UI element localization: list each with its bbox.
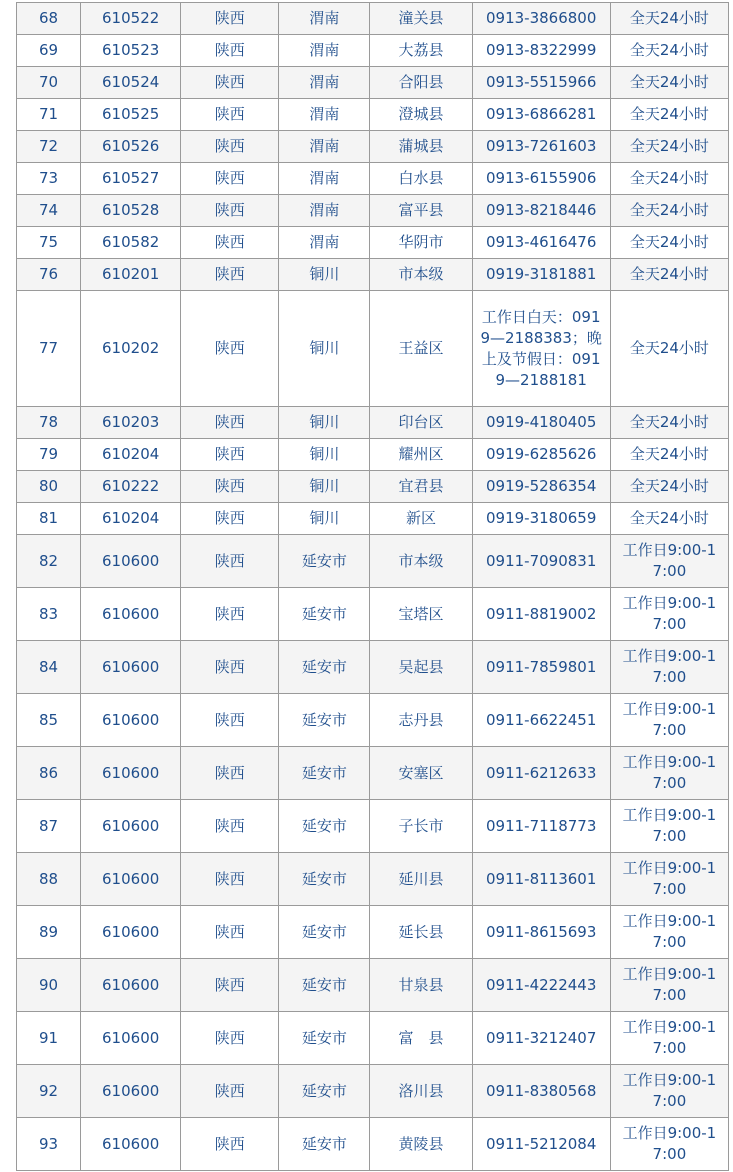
district-cell: 富平县 [370, 195, 472, 227]
region-code-cell: 610600 [81, 1065, 181, 1118]
province-cell: 陕西 [181, 959, 279, 1012]
row-index-cell: 82 [17, 535, 81, 588]
phone-cell: 工作日白天：0919—2188383；晚上及节假日：0919—2188181 [472, 291, 610, 407]
row-index-cell: 90 [17, 959, 81, 1012]
service-hours-cell: 工作日9:00-17:00 [610, 747, 728, 800]
city-cell: 渭南 [279, 163, 370, 195]
district-cell: 白水县 [370, 163, 472, 195]
table-row [17, 99, 729, 131]
service-hours-cell: 工作日9:00-17:00 [610, 588, 728, 641]
province-cell: 陕西 [181, 131, 279, 163]
province-cell: 陕西 [181, 3, 279, 35]
table-body [17, 3, 729, 1171]
service-hours-cell: 全天24小时 [610, 35, 728, 67]
row-index-cell: 85 [17, 694, 81, 747]
phone-cell: 0911-3212407 [472, 1012, 610, 1065]
phone-cell: 0913-6155906 [472, 163, 610, 195]
table-row [17, 503, 729, 535]
city-cell: 渭南 [279, 195, 370, 227]
province-cell: 陕西 [181, 407, 279, 439]
region-code-cell: 610600 [81, 747, 181, 800]
province-cell: 陕西 [181, 439, 279, 471]
district-cell: 合阳县 [370, 67, 472, 99]
region-code-cell: 610201 [81, 259, 181, 291]
region-code-cell: 610526 [81, 131, 181, 163]
region-code-cell: 610525 [81, 99, 181, 131]
region-code-cell: 610204 [81, 439, 181, 471]
table-row [17, 407, 729, 439]
service-hours-cell: 全天24小时 [610, 99, 728, 131]
province-cell: 陕西 [181, 1118, 279, 1171]
province-cell: 陕西 [181, 641, 279, 694]
region-code-cell: 610600 [81, 959, 181, 1012]
service-hours-cell: 工作日9:00-17:00 [610, 535, 728, 588]
row-index-cell: 79 [17, 439, 81, 471]
region-code-cell: 610600 [81, 853, 181, 906]
district-cell: 蒲城县 [370, 131, 472, 163]
row-index-cell: 72 [17, 131, 81, 163]
city-cell: 延安市 [279, 906, 370, 959]
district-cell: 富 县 [370, 1012, 472, 1065]
phone-cell: 0913-3866800 [472, 3, 610, 35]
city-cell: 铜川 [279, 259, 370, 291]
phone-cell: 0913-8322999 [472, 35, 610, 67]
province-cell: 陕西 [181, 535, 279, 588]
phone-cell: 0911-7090831 [472, 535, 610, 588]
table-row [17, 641, 729, 694]
table-row [17, 259, 729, 291]
district-cell: 子长市 [370, 800, 472, 853]
table-row [17, 195, 729, 227]
phone-cell: 0919-5286354 [472, 471, 610, 503]
district-cell: 宜君县 [370, 471, 472, 503]
district-cell: 王益区 [370, 291, 472, 407]
phone-cell: 0913-8218446 [472, 195, 610, 227]
table-row [17, 131, 729, 163]
province-cell: 陕西 [181, 67, 279, 99]
region-code-cell: 610600 [81, 535, 181, 588]
district-cell: 潼关县 [370, 3, 472, 35]
district-cell: 宝塔区 [370, 588, 472, 641]
region-code-cell: 610600 [81, 694, 181, 747]
service-hours-cell: 工作日9:00-17:00 [610, 1065, 728, 1118]
district-cell: 市本级 [370, 535, 472, 588]
district-cell: 市本级 [370, 259, 472, 291]
phone-cell: 0913-5515966 [472, 67, 610, 99]
province-cell: 陕西 [181, 906, 279, 959]
province-cell: 陕西 [181, 503, 279, 535]
service-hours-cell: 全天24小时 [610, 195, 728, 227]
city-cell: 延安市 [279, 853, 370, 906]
district-cell: 延长县 [370, 906, 472, 959]
service-hours-cell: 工作日9:00-17:00 [610, 694, 728, 747]
row-index-cell: 88 [17, 853, 81, 906]
row-index-cell: 84 [17, 641, 81, 694]
row-index-cell: 68 [17, 3, 81, 35]
province-cell: 陕西 [181, 588, 279, 641]
row-index-cell: 86 [17, 747, 81, 800]
city-cell: 延安市 [279, 959, 370, 1012]
service-hours-cell: 全天24小时 [610, 131, 728, 163]
service-hours-cell: 工作日9:00-17:00 [610, 906, 728, 959]
region-code-cell: 610600 [81, 641, 181, 694]
city-cell: 铜川 [279, 439, 370, 471]
city-cell: 渭南 [279, 67, 370, 99]
table-row [17, 35, 729, 67]
row-index-cell: 71 [17, 99, 81, 131]
table-row [17, 853, 729, 906]
region-code-cell: 610203 [81, 407, 181, 439]
table-row [17, 1118, 729, 1171]
contact-table [16, 2, 729, 1171]
row-index-cell: 75 [17, 227, 81, 259]
service-hours-cell: 工作日9:00-17:00 [610, 959, 728, 1012]
service-hours-cell: 全天24小时 [610, 67, 728, 99]
row-index-cell: 89 [17, 906, 81, 959]
service-hours-cell: 工作日9:00-17:00 [610, 800, 728, 853]
service-hours-cell: 全天24小时 [610, 227, 728, 259]
service-hours-cell: 工作日9:00-17:00 [610, 1012, 728, 1065]
region-code-cell: 610523 [81, 35, 181, 67]
region-code-cell: 610202 [81, 291, 181, 407]
phone-cell: 0911-6622451 [472, 694, 610, 747]
region-code-cell: 610522 [81, 3, 181, 35]
phone-cell: 0913-4616476 [472, 227, 610, 259]
city-cell: 铜川 [279, 503, 370, 535]
region-code-cell: 610600 [81, 1012, 181, 1065]
province-cell: 陕西 [181, 163, 279, 195]
phone-cell: 0911-6212633 [472, 747, 610, 800]
service-hours-cell: 全天24小时 [610, 439, 728, 471]
city-cell: 渭南 [279, 35, 370, 67]
service-hours-cell: 全天24小时 [610, 503, 728, 535]
province-cell: 陕西 [181, 694, 279, 747]
city-cell: 渭南 [279, 3, 370, 35]
table-row [17, 800, 729, 853]
service-hours-cell: 工作日9:00-17:00 [610, 641, 728, 694]
phone-cell: 0919-4180405 [472, 407, 610, 439]
phone-cell: 0911-5212084 [472, 1118, 610, 1171]
region-code-cell: 610600 [81, 800, 181, 853]
table-row [17, 227, 729, 259]
district-cell: 吴起县 [370, 641, 472, 694]
province-cell: 陕西 [181, 195, 279, 227]
service-hours-cell: 全天24小时 [610, 259, 728, 291]
table-row [17, 694, 729, 747]
phone-cell: 0911-8380568 [472, 1065, 610, 1118]
district-cell: 安塞区 [370, 747, 472, 800]
row-index-cell: 78 [17, 407, 81, 439]
phone-cell: 0913-6866281 [472, 99, 610, 131]
table-row [17, 959, 729, 1012]
city-cell: 延安市 [279, 1065, 370, 1118]
city-cell: 延安市 [279, 1012, 370, 1065]
district-cell: 澄城县 [370, 99, 472, 131]
district-cell: 印台区 [370, 407, 472, 439]
phone-cell: 0919-3181881 [472, 259, 610, 291]
region-code-cell: 610222 [81, 471, 181, 503]
district-cell: 新区 [370, 503, 472, 535]
phone-cell: 0911-7859801 [472, 641, 610, 694]
contact-table-container [16, 2, 729, 1171]
row-index-cell: 93 [17, 1118, 81, 1171]
row-index-cell: 92 [17, 1065, 81, 1118]
city-cell: 铜川 [279, 291, 370, 407]
phone-cell: 0911-8615693 [472, 906, 610, 959]
district-cell: 甘泉县 [370, 959, 472, 1012]
row-index-cell: 73 [17, 163, 81, 195]
city-cell: 铜川 [279, 471, 370, 503]
region-code-cell: 610528 [81, 195, 181, 227]
city-cell: 延安市 [279, 1118, 370, 1171]
province-cell: 陕西 [181, 747, 279, 800]
table-row [17, 163, 729, 195]
region-code-cell: 610524 [81, 67, 181, 99]
service-hours-cell: 全天24小时 [610, 163, 728, 195]
row-index-cell: 83 [17, 588, 81, 641]
phone-cell: 0913-7261603 [472, 131, 610, 163]
city-cell: 渭南 [279, 99, 370, 131]
district-cell: 大荔县 [370, 35, 472, 67]
phone-cell: 0919-6285626 [472, 439, 610, 471]
row-index-cell: 77 [17, 291, 81, 407]
row-index-cell: 76 [17, 259, 81, 291]
table-row [17, 747, 729, 800]
province-cell: 陕西 [181, 853, 279, 906]
service-hours-cell: 工作日9:00-17:00 [610, 1118, 728, 1171]
service-hours-cell: 全天24小时 [610, 407, 728, 439]
row-index-cell: 81 [17, 503, 81, 535]
table-row [17, 1012, 729, 1065]
district-cell: 洛川县 [370, 1065, 472, 1118]
region-code-cell: 610600 [81, 1118, 181, 1171]
region-code-cell: 610527 [81, 163, 181, 195]
city-cell: 铜川 [279, 407, 370, 439]
phone-cell: 0911-7118773 [472, 800, 610, 853]
region-code-cell: 610204 [81, 503, 181, 535]
district-cell: 黄陵县 [370, 1118, 472, 1171]
row-index-cell: 74 [17, 195, 81, 227]
province-cell: 陕西 [181, 291, 279, 407]
table-row [17, 588, 729, 641]
province-cell: 陕西 [181, 1065, 279, 1118]
province-cell: 陕西 [181, 800, 279, 853]
region-code-cell: 610600 [81, 588, 181, 641]
city-cell: 延安市 [279, 694, 370, 747]
table-row [17, 3, 729, 35]
row-index-cell: 91 [17, 1012, 81, 1065]
province-cell: 陕西 [181, 99, 279, 131]
phone-cell: 0911-4222443 [472, 959, 610, 1012]
city-cell: 延安市 [279, 641, 370, 694]
district-cell: 华阴市 [370, 227, 472, 259]
table-row [17, 1065, 729, 1118]
province-cell: 陕西 [181, 259, 279, 291]
city-cell: 延安市 [279, 588, 370, 641]
district-cell: 延川县 [370, 853, 472, 906]
table-row [17, 471, 729, 503]
city-cell: 延安市 [279, 800, 370, 853]
district-cell: 志丹县 [370, 694, 472, 747]
row-index-cell: 87 [17, 800, 81, 853]
city-cell: 渭南 [279, 227, 370, 259]
phone-cell: 0911-8819002 [472, 588, 610, 641]
row-index-cell: 80 [17, 471, 81, 503]
table-row [17, 906, 729, 959]
table-row [17, 535, 729, 588]
province-cell: 陕西 [181, 1012, 279, 1065]
table-row [17, 67, 729, 99]
province-cell: 陕西 [181, 35, 279, 67]
district-cell: 耀州区 [370, 439, 472, 471]
table-row [17, 291, 729, 407]
service-hours-cell: 工作日9:00-17:00 [610, 853, 728, 906]
service-hours-cell: 全天24小时 [610, 291, 728, 407]
row-index-cell: 70 [17, 67, 81, 99]
region-code-cell: 610600 [81, 906, 181, 959]
city-cell: 延安市 [279, 747, 370, 800]
city-cell: 延安市 [279, 535, 370, 588]
phone-cell: 0911-8113601 [472, 853, 610, 906]
service-hours-cell: 全天24小时 [610, 471, 728, 503]
city-cell: 渭南 [279, 131, 370, 163]
service-hours-cell: 全天24小时 [610, 3, 728, 35]
row-index-cell: 69 [17, 35, 81, 67]
table-row [17, 439, 729, 471]
region-code-cell: 610582 [81, 227, 181, 259]
province-cell: 陕西 [181, 471, 279, 503]
phone-cell: 0919-3180659 [472, 503, 610, 535]
province-cell: 陕西 [181, 227, 279, 259]
